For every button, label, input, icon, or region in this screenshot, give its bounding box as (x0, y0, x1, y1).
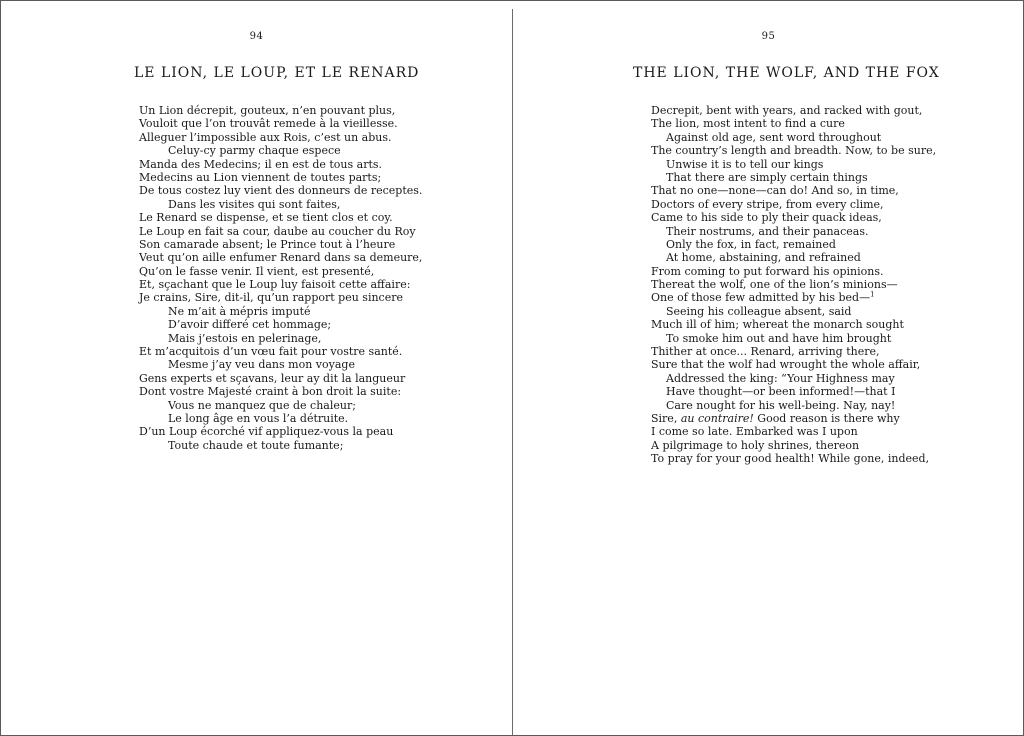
verse-line: Addressed the king: “Your Highness may (666, 371, 895, 385)
verse-line: D’avoir differé cet hommage; (168, 318, 332, 332)
poem-title: THE LION, THE WOLF, AND THE FOX (633, 65, 940, 81)
verse-line: Decrepit, bent with years, and racked with gout, (651, 104, 923, 117)
verse-line: Vous ne manquez que de chaleur; (168, 398, 356, 412)
verse-line: One of those few admitted by his bed—$^1$ (651, 290, 875, 305)
verse-line: Dont vostre Majesté craint à bon droit la suite: (139, 385, 402, 399)
verse-line: Against old age, sent word throughout (666, 130, 882, 144)
poem-verse (139, 104, 422, 452)
verse-line: Qu’on le fasse venir. Il vient, est presenté, (139, 264, 375, 278)
verse-line: Mesme j’ay veu dans mon voyage (168, 358, 355, 372)
verse-line: Sire, au contraire! Good reason is there why (651, 411, 900, 425)
verse-line: Ne m’ait à mépris imputé (168, 304, 311, 318)
verse-line: Toute chaude et toute fumante; (168, 438, 344, 452)
verse-line: Dans les visites qui sont faites, (168, 197, 341, 211)
verse-line: To pray for your good health! While gone, indeed, (651, 452, 930, 466)
footnote-marker: 1 (870, 290, 875, 299)
verse-line: Gens experts et sçavans, leur ay dit la langueur (139, 371, 406, 385)
page-number: 95 (761, 31, 776, 42)
verse-line: Thither at once... Renard, arriving there, (651, 345, 880, 359)
verse-line: The lion, most intent to find a cure (651, 117, 845, 131)
verse-line: Seeing his colleague absent, said (666, 304, 852, 318)
verse-line: To smoke him out and have him brought (666, 331, 892, 345)
verse-line: Le Loup en fait sa cour, daube au coucher du Roy (139, 224, 416, 238)
verse-line: Thereat the wolf, one of the lion’s minions— (651, 278, 898, 292)
verse-line: Un Lion décrepit, gouteux, n’en pouvant plus, (139, 104, 396, 117)
verse-line: Sure that the wolf had wrought the whole affair, (651, 358, 921, 372)
verse-line: Medecins au Lion viennent de toutes parts; (139, 170, 382, 184)
verse-line: Care nought for his well-being. Nay, nay! (666, 398, 896, 412)
verse-line: De tous costez luy vient des donneurs de receptes. (139, 184, 423, 198)
verse-line: From coming to put forward his opinions. (651, 264, 884, 278)
verse-line: D’un Loup écorché vif appliquez-vous la peau (139, 425, 394, 439)
poem-title: LE LION, LE LOUP, ET LE RENARD (134, 65, 420, 81)
verse-line: Unwise it is to tell our kings (666, 157, 824, 171)
verse-line: Et m’acquitois d’un vœu fait pour vostre santé. (139, 345, 403, 359)
verse-line: A pilgrimage to holy shrines, thereon (651, 438, 860, 452)
verse-line: Veut qu’on aille enfumer Renard dans sa demeure, (139, 251, 423, 265)
verse-line: Alleguer l’impossible aux Rois, c’est un abus. (139, 130, 392, 144)
verse-line: Vouloit que l’on trouvât remede à la vieillesse. (139, 117, 398, 131)
verse-line: At home, abstaining, and refrained (666, 251, 861, 265)
poem-verse (651, 104, 936, 466)
verse-line: Je crains, Sire, dit-il, qu’un rapport peu sincere (139, 291, 403, 305)
right-page (513, 1, 1024, 735)
verse-line: Mais j’estois en pelerinage, (168, 331, 322, 345)
verse-line: That no one—none—can do! And so, in time, (651, 184, 899, 198)
verse-line: Et, sçachant que le Loup luy faisoit cette affaire: (139, 278, 411, 292)
verse-line: Have thought—or been informed!—that I (666, 385, 896, 399)
verse-line: Much ill of him; whereat the monarch sought (651, 318, 904, 332)
verse-line: That there are simply certain things (666, 170, 868, 184)
verse-line: Doctors of every stripe, from every clime, (651, 197, 884, 211)
verse-line: Came to his side to ply their quack ideas, (651, 211, 882, 225)
verse-line: I come so late. Embarked was I upon (651, 425, 858, 439)
verse-line: Manda des Medecins; il en est de tous arts. (139, 157, 383, 171)
verse-line: Son camarade absent; le Prince tout à l’heure (139, 237, 396, 251)
left-page (1, 1, 512, 735)
verse-line: Only the fox, in fact, remained (666, 237, 836, 251)
verse-line: The country’s length and breadth. Now, to be sure, (651, 144, 937, 158)
verse-line: Their nostrums, and their panaceas. (666, 224, 869, 238)
verse-line: Celuy-cy parmy chaque espece (168, 144, 341, 158)
verse-line: Le long âge en vous l’a détruite. (168, 411, 349, 425)
page-number: 94 (249, 31, 264, 42)
verse-line: Le Renard se dispense, et se tient clos et coy. (139, 211, 393, 225)
